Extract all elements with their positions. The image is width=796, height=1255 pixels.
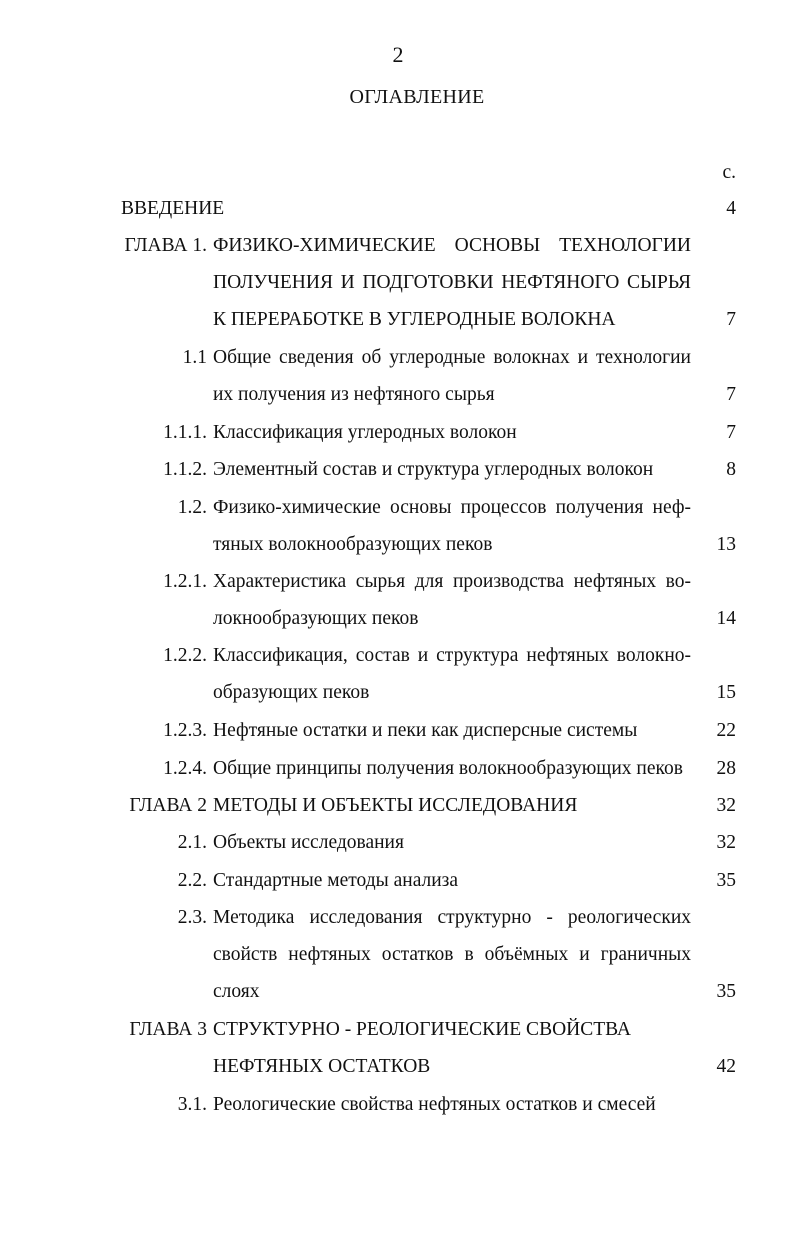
toc-entry-page: 13 xyxy=(716,534,736,555)
toc-entry-text: Физико-химические основы процессов получения неф- xyxy=(213,497,691,518)
toc-entry-page: 4 xyxy=(726,198,736,219)
toc-entry-page: 28 xyxy=(716,758,736,779)
toc-entry-text: тяных волокнообразующих пеков xyxy=(213,534,493,555)
toc-entry-text: Классификация углеродных волокон xyxy=(213,422,517,443)
toc-entry-label: ГЛАВА 3 xyxy=(129,1019,207,1040)
toc-entry-label: 1.2.3. xyxy=(163,720,207,741)
page-title: ОГЛАВЛЕНИЕ xyxy=(349,86,485,108)
toc-entry-label: 1.1 xyxy=(182,347,207,368)
toc-entry-page: 7 xyxy=(726,309,736,330)
toc-entry-text: свойств нефтяных остатков в объёмных и граничных xyxy=(213,944,691,965)
toc-entry-text: Реологические свойства нефтяных остатков и смесей xyxy=(213,1094,656,1115)
toc-entry-label: 1.2. xyxy=(177,497,207,518)
toc-entry-label: ГЛАВА 1. xyxy=(124,235,207,256)
toc-entry-text: СТРУКТУРНО - РЕОЛОГИЧЕСКИЕ СВОЙСТВА xyxy=(213,1019,632,1040)
toc-entry-text: ФИЗИКО-ХИМИЧЕСКИЕ ОСНОВЫ ТЕХНОЛОГИИ xyxy=(213,235,691,256)
toc-entry-text: образующих пеков xyxy=(213,682,370,703)
toc-entry-text: Методика исследования структурно - реологических xyxy=(213,907,691,928)
page-column-header: с. xyxy=(722,162,736,183)
toc-entry-page: 35 xyxy=(716,870,736,891)
toc-entry-page: 15 xyxy=(716,682,736,703)
toc-entry-label: 1.2.4. xyxy=(163,758,207,779)
toc-entry-text: ПОЛУЧЕНИЯ И ПОДГОТОВКИ НЕФТЯНОГО СЫРЬЯ xyxy=(213,272,691,293)
toc-entry-text: ВВЕДЕНИЕ xyxy=(121,198,225,219)
toc-entry-text: Общие сведения об углеродные волокнах и технологии xyxy=(213,347,691,368)
toc-entry-page: 32 xyxy=(716,832,736,853)
toc-entry-text: Стандартные методы анализа xyxy=(213,870,459,891)
page-number: 2 xyxy=(392,42,404,67)
toc-entry-page: 14 xyxy=(716,608,736,629)
toc-entry-text: их получения из нефтяного сырья xyxy=(213,384,495,405)
toc-entry-page: 7 xyxy=(726,422,736,443)
toc-entry-page: 22 xyxy=(716,720,736,741)
toc-entry-label: 1.1.1. xyxy=(163,422,207,443)
toc-entry-label: ГЛАВА 2 xyxy=(129,795,207,816)
toc-entry-text: Элементный состав и структура углеродных волокон xyxy=(213,459,654,480)
toc-entry-page: 42 xyxy=(716,1056,736,1077)
toc-entry-label: 1.2.2. xyxy=(163,645,207,666)
toc-entry-text: Объекты исследования xyxy=(213,832,404,853)
toc-entry-label: 3.1. xyxy=(177,1094,207,1115)
toc-entry-text: Классификация, состав и структура нефтяных волокно- xyxy=(213,645,691,666)
toc-entry-label: 2.1. xyxy=(177,832,207,853)
toc-entry-page: 8 xyxy=(726,459,736,480)
toc-entry-page: 7 xyxy=(726,384,736,405)
toc-entry-text: МЕТОДЫ И ОБЪЕКТЫ ИССЛЕДОВАНИЯ xyxy=(213,795,578,816)
toc-entry-label: 2.3. xyxy=(177,907,207,928)
toc-entry-page: 35 xyxy=(716,981,736,1002)
toc-entry-text: НЕФТЯНЫХ ОСТАТКОВ xyxy=(213,1056,431,1077)
toc-entry-text: Нефтяные остатки и пеки как дисперсные системы xyxy=(213,720,638,741)
toc-entry-label: 1.1.2. xyxy=(163,459,207,480)
toc-entry-label: 2.2. xyxy=(177,870,207,891)
toc-entry-text: слоях xyxy=(213,981,260,1002)
toc-entry-text: Характеристика сырья для производства нефтяных во- xyxy=(213,571,691,592)
toc-entry-text: К ПЕРЕРАБОТКЕ В УГЛЕРОДНЫЕ ВОЛОКНА xyxy=(213,309,616,330)
toc-entry-text: Общие принципы получения волокнообразующих пеков xyxy=(213,758,683,779)
toc-entry-text: локнообразующих пеков xyxy=(213,608,419,629)
toc-entry-label: 1.2.1. xyxy=(163,571,207,592)
toc-entry-page: 32 xyxy=(716,795,736,816)
